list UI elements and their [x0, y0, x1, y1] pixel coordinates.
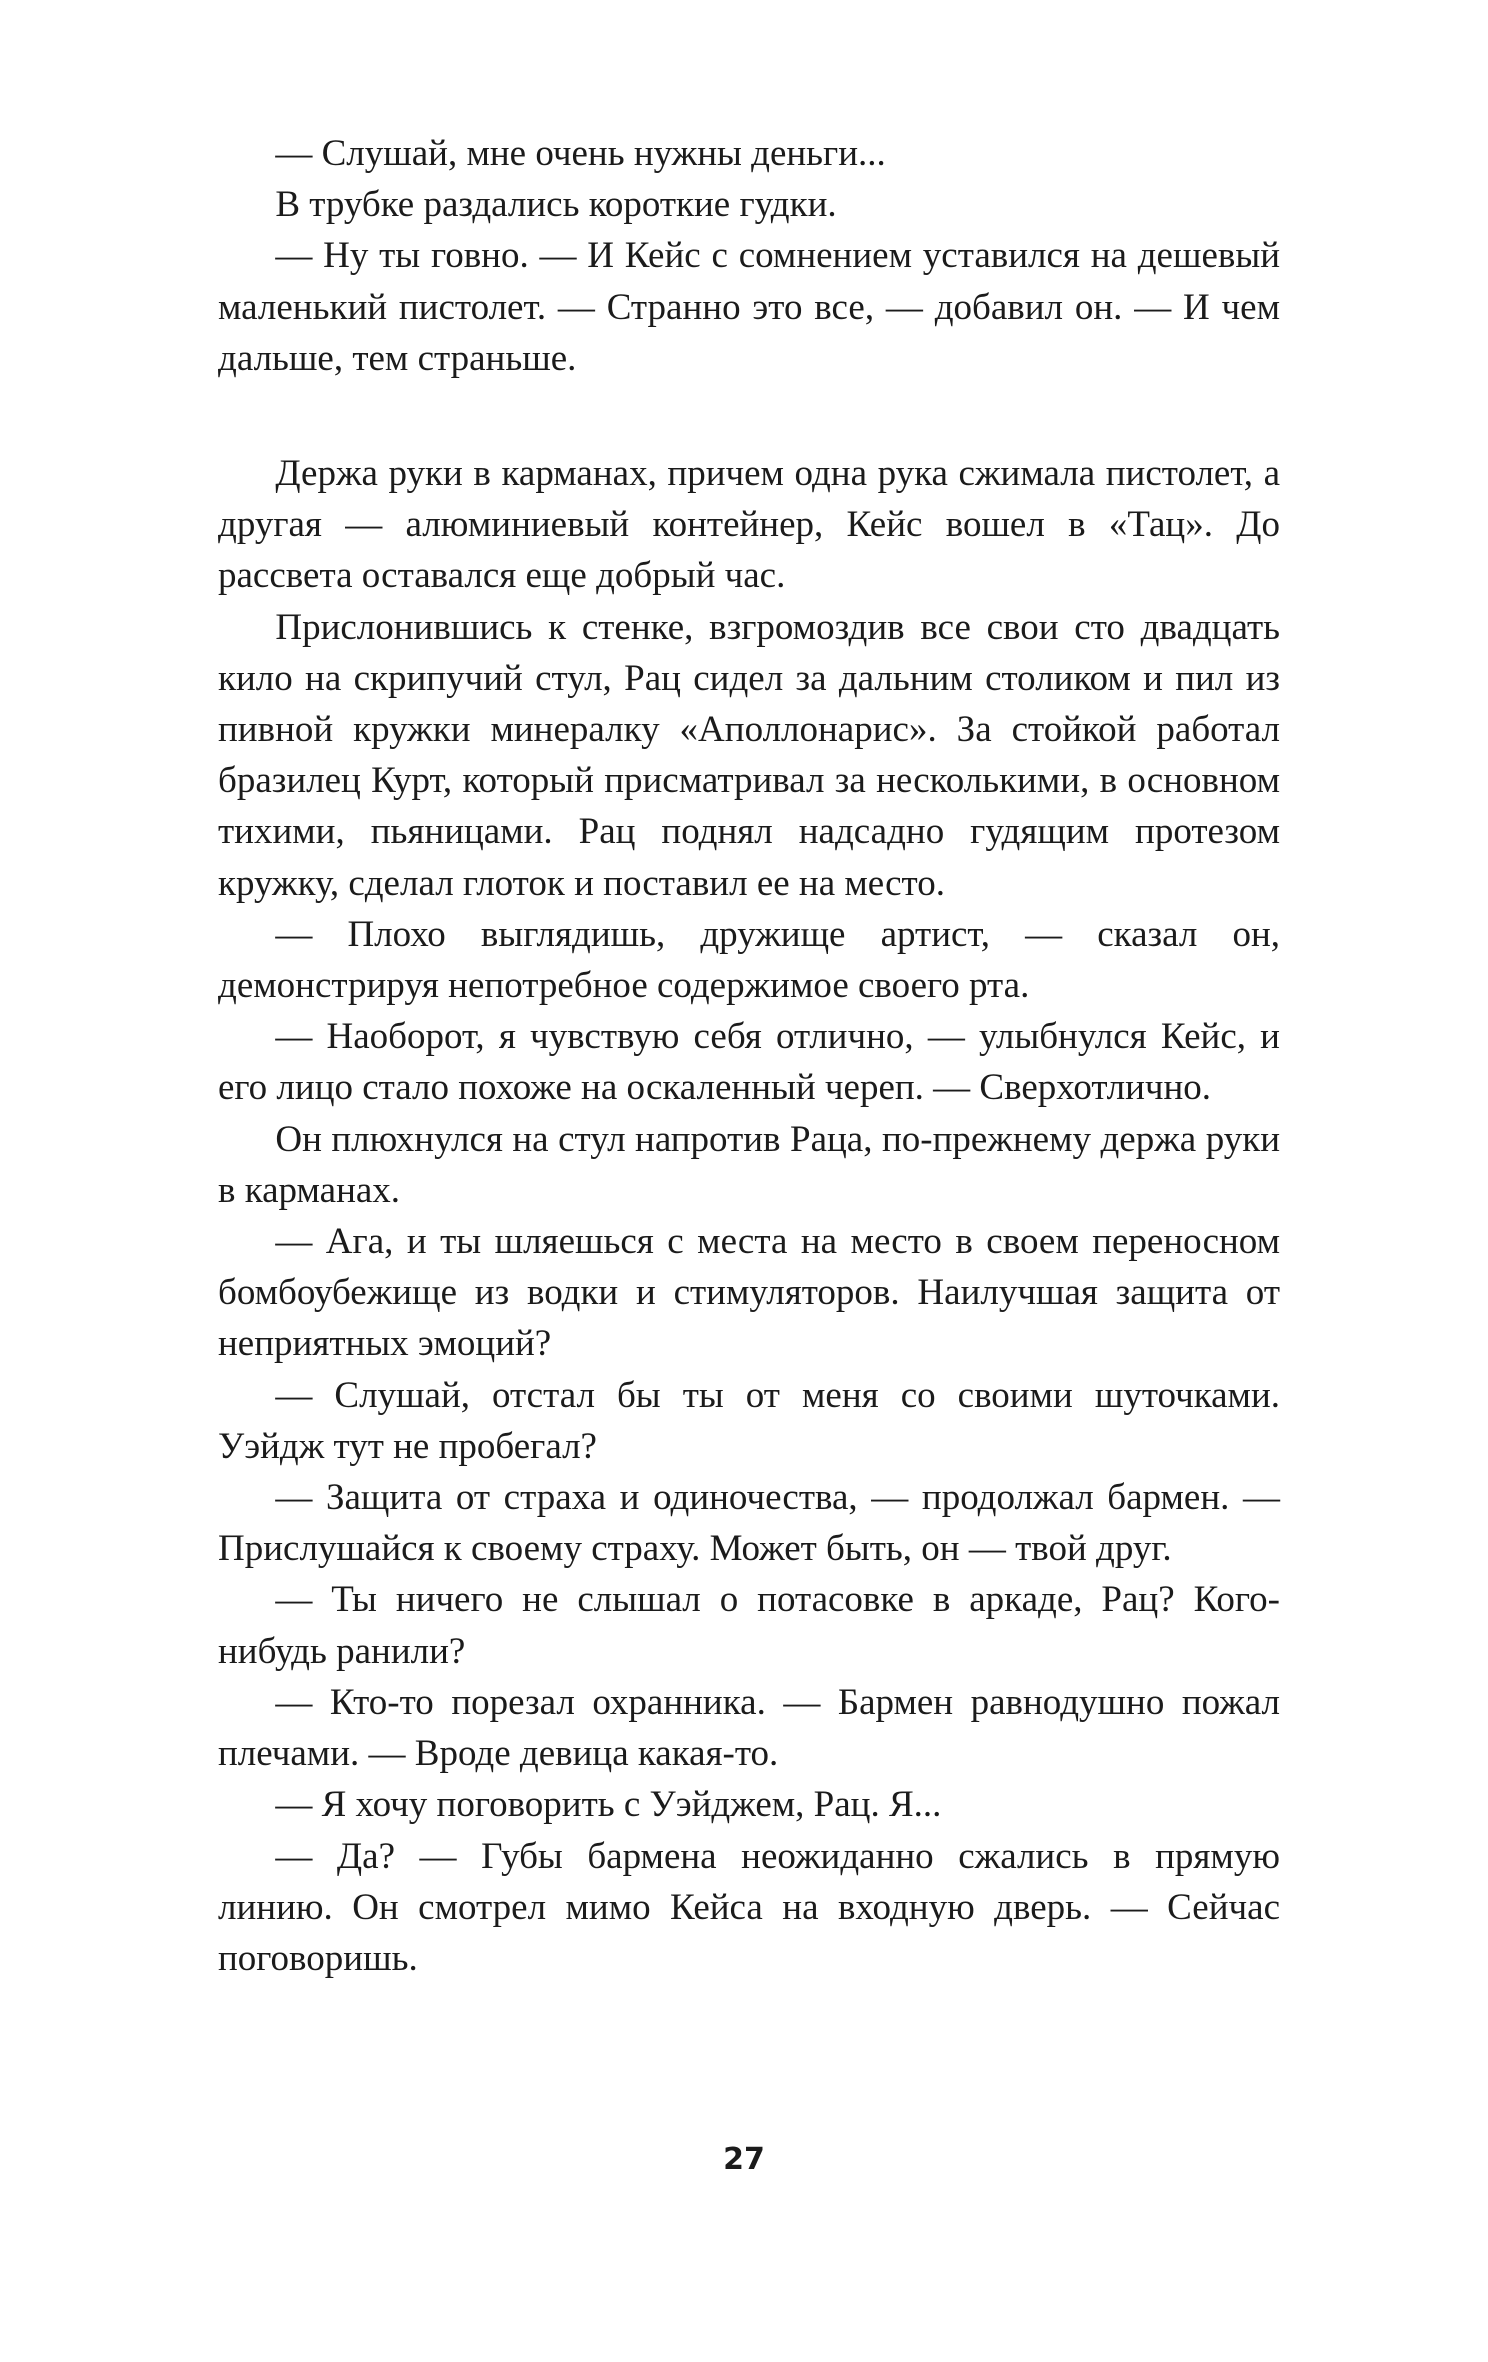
paragraph: — Да? — Губы бармена неожиданно сжались в прямую линию. Он смотрел мимо Кейса на входную дверь. — Сейчас поговоришь.	[218, 1835, 1280, 1979]
paragraph: В трубке раздались короткие гудки.	[275, 184, 837, 226]
paragraph: Держа руки в карманах, причем одна рука сжимала пистолет, а другая — алюминиевый контейнер, Кейс вошел в «Тац». До рассвета оставался еще добрый час.	[218, 453, 1280, 597]
paragraph: Прислонившись к стенке, взгромоздив все свои сто двадцать кило на скрипучий стул, Рац сидел за дальним столиком и пил из пивной кружки минералку «Аполлонарис». За стойкой работал бразилец Курт, который присматривал за несколькими, в основном тихими, пьяницами. Рац поднял надсадно гудящим протезом кружку, сделал глоток и поставил ее на место.	[218, 606, 1280, 904]
page-number: 27	[723, 2142, 765, 2177]
paragraph: — Плохо выглядишь, дружище артист, — сказал он, демонстрируя непотребное содержимое своего рта.	[218, 913, 1280, 1007]
paragraph: Он плюхнулся на стул напротив Раца, по-прежнему держа руки в карманах.	[218, 1118, 1280, 1211]
paragraph: — Ну ты говно. — И Кейс с сомнением уставился на дешевый маленький пистолет. — Странно это все, — добавил он. — И чем дальше, тем страньше.	[218, 235, 1280, 379]
paragraph: — Я хочу поговорить с Уэйджем, Рац. Я...	[275, 1784, 942, 1826]
paragraph: — Ага, и ты шляешься с места на место в своем переносном бомбоубежище из водки и стимуляторов. Наилучшая защита от неприятных эмоций?	[218, 1221, 1280, 1365]
section-break	[218, 384, 1280, 448]
paragraph: — Слушай, отстал бы ты от меня со своими шуточками. Уэйдж тут не пробегал?	[218, 1374, 1280, 1467]
body-text	[218, 128, 1280, 1984]
paragraph: — Слушай, мне очень нужны деньги...	[275, 133, 886, 174]
paragraph: — Кто-то порезал охранника. — Бармен равнодушно пожал плечами. — Вроде девица какая-то.	[218, 1681, 1280, 1775]
paragraph: — Защита от страха и одиночества, — продолжал бармен. — Прислушайся к своему страху. Может быть, он — твой друг.	[218, 1477, 1280, 1570]
paragraph: — Наоборот, я чувствую себя отлично, — улыбнулся Кейс, и его лицо стало похоже на оскаленный череп. — Сверхотлично.	[218, 1016, 1280, 1109]
paragraph: — Ты ничего не слышал о потасовке в аркаде, Рац? Кого-нибудь ранили?	[218, 1579, 1280, 1672]
